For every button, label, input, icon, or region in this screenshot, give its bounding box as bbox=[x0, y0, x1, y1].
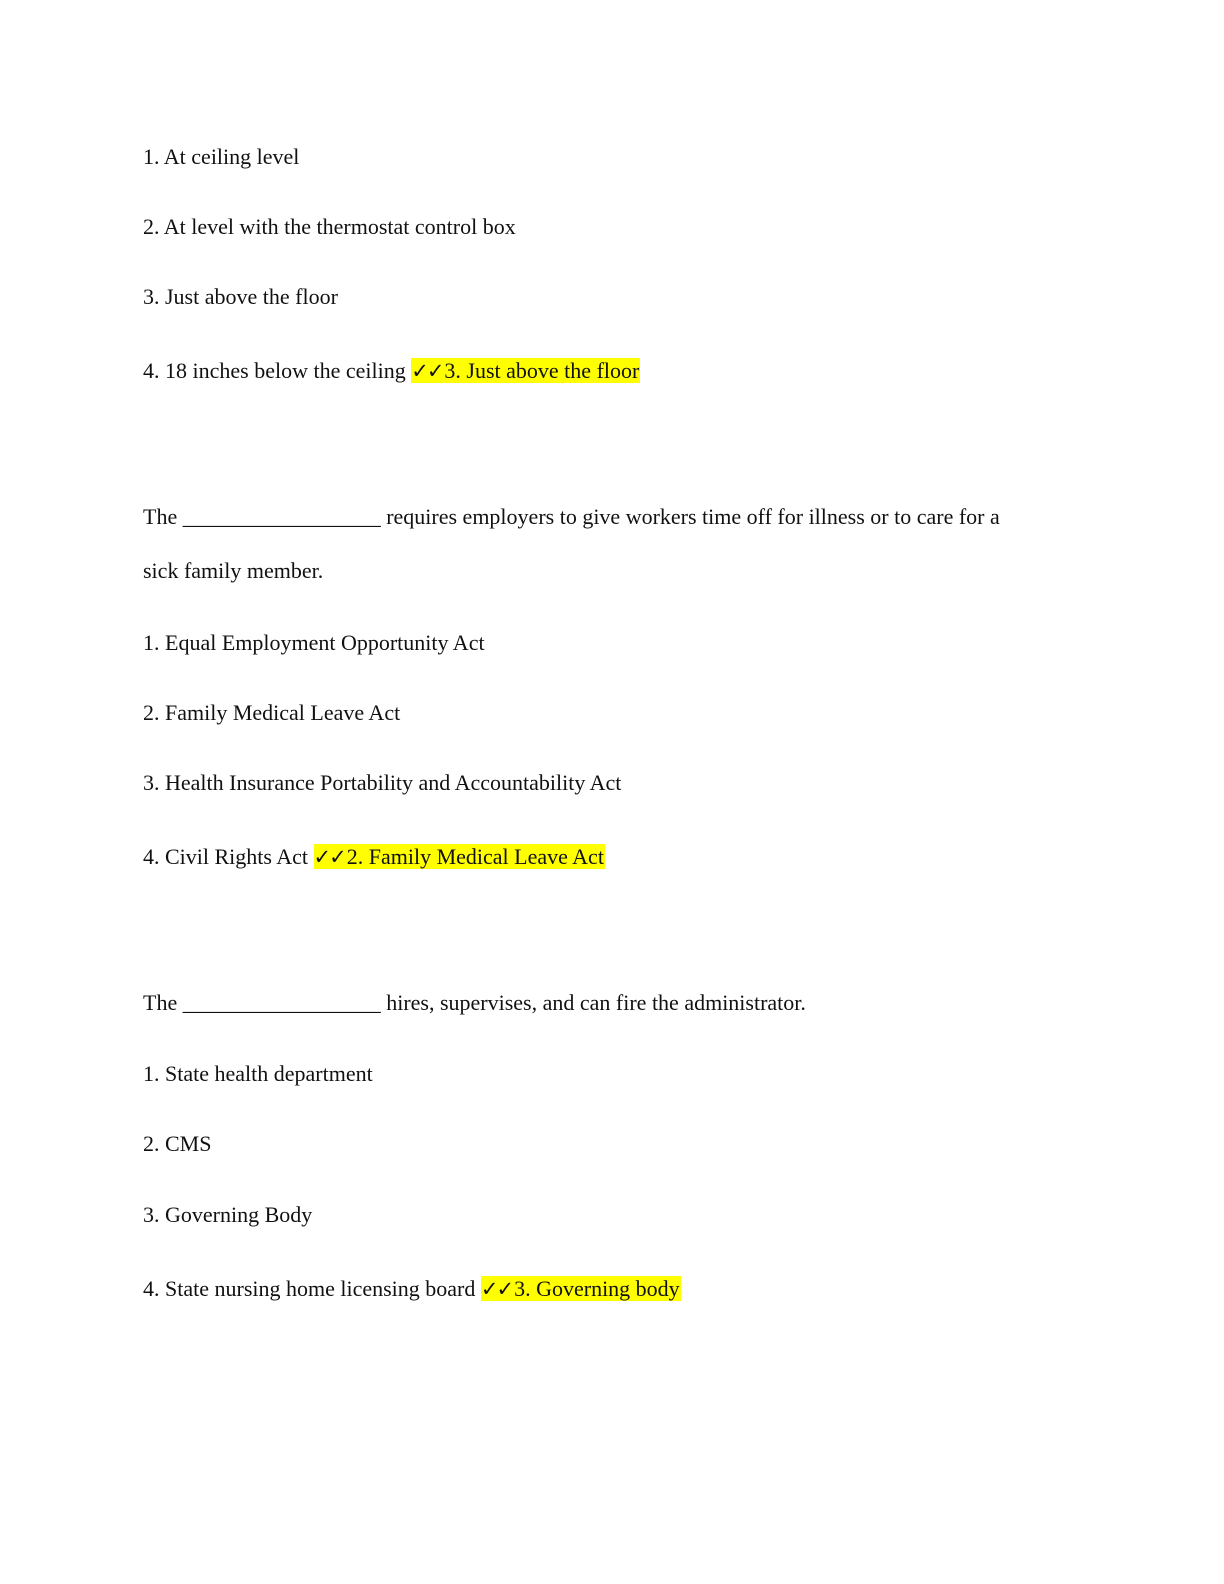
option-2: 2. CMS bbox=[143, 1131, 212, 1156]
option-1: 1. At ceiling level bbox=[143, 144, 300, 169]
option-4: 4. State nursing home licensing board bbox=[143, 1276, 476, 1301]
answer-highlight bbox=[314, 844, 605, 869]
option-4-with-answer bbox=[143, 1273, 681, 1305]
answer-text: 3. Governing body bbox=[514, 1276, 680, 1301]
answer-highlight bbox=[481, 1276, 681, 1301]
option-4: 4. Civil Rights Act bbox=[143, 844, 309, 869]
option-3: 3. Health Insurance Portability and Accountability Act bbox=[143, 770, 622, 795]
option-4-with-answer bbox=[143, 841, 605, 873]
double-check-icon: ✓✓ bbox=[480, 1277, 513, 1301]
question-stem-line-2: sick family member. bbox=[143, 558, 324, 583]
option-3: 3. Governing Body bbox=[143, 1202, 313, 1227]
question-stem-line-1: The __________________ requires employers to give workers time off for illness or to care for a bbox=[143, 504, 1000, 529]
option-3: 3. Just above the floor bbox=[143, 284, 338, 309]
double-check-icon: ✓✓ bbox=[313, 845, 345, 869]
option-2: 2. At level with the thermostat control box bbox=[143, 214, 516, 239]
question-stem-line-1: The __________________ hires, supervises, and can fire the administrator. bbox=[143, 990, 806, 1015]
option-4: 4. 18 inches below the ceiling bbox=[143, 358, 406, 383]
option-2: 2. Family Medical Leave Act bbox=[143, 700, 401, 725]
option-1: 1. State health department bbox=[143, 1061, 373, 1086]
option-4-with-answer bbox=[143, 355, 640, 387]
answer-text: 3. Just above the floor bbox=[444, 358, 640, 383]
answer-text: 2. Family Medical Leave Act bbox=[346, 844, 604, 869]
double-check-icon: ✓✓ bbox=[411, 359, 443, 383]
option-1: 1. Equal Employment Opportunity Act bbox=[143, 630, 485, 655]
answer-highlight bbox=[411, 358, 640, 383]
